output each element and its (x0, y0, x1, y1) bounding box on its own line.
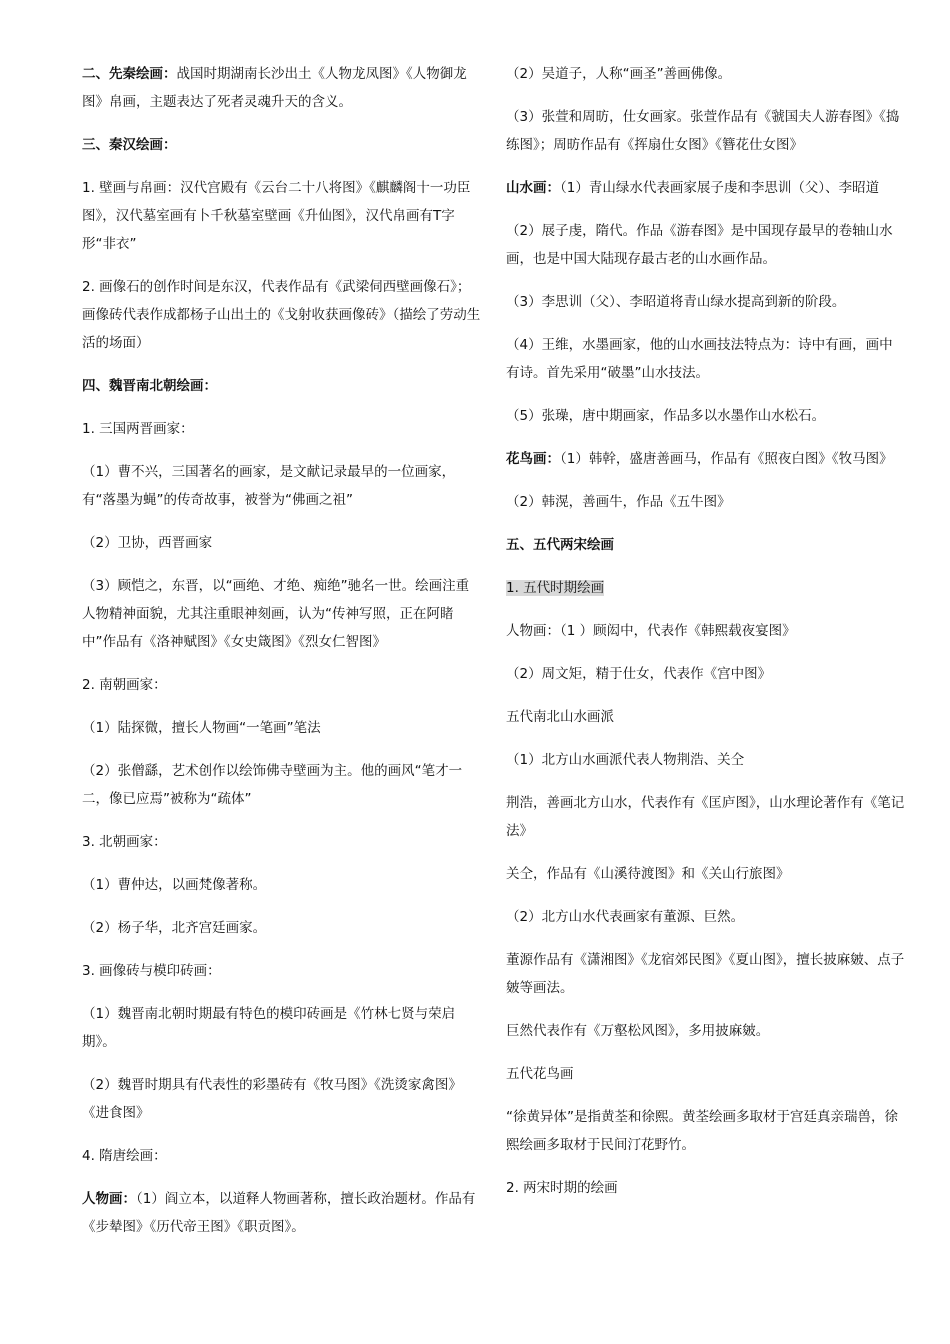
paragraph-text: 2. 南朝画家： (82, 677, 167, 693)
bold-heading: 人物画： (82, 1191, 136, 1207)
paragraph-text: （1）魏晋南北朝时期最有特色的模印砖画是《竹林七贤与荣启期》。 (82, 1006, 456, 1050)
bold-heading: 四、魏晋南北朝绘画： (82, 378, 217, 394)
paragraph (82, 1142, 482, 1170)
paragraph-text: （3）张萱和周昉，仕女画家。张萱作品有《虢国夫人游春图》《捣练图》；周昉作品有《挥扇仕女图》《簪花仕女图》 (506, 109, 900, 153)
paragraph-text: （2）周文矩，精于仕女，代表作《宫中图》 (506, 666, 772, 682)
paragraph-text: 五代南北山水画派 (506, 709, 614, 725)
paragraph (82, 1000, 482, 1056)
paragraph-text: 战国时期湖南长沙出土《人物龙凤图》《人物御龙图》帛画，主题表达了死者灵魂升天的含义。 (82, 66, 467, 110)
paragraph (506, 174, 906, 202)
paragraph (506, 531, 906, 559)
paragraph-text: （1）韩幹，盛唐善画马，作品有《照夜白图》《牧马图》 (560, 451, 893, 467)
paragraph-text: （1）曹仲达，以画梵像著称。 (82, 877, 267, 893)
paragraph-text: （3）顾恺之，东晋，以“画绝、才绝、痴绝”驰名一世。绘画注重人物精神面貌，尤其注重眼神刻画，认为“传神写照，正在阿睹中”作品有《洛神赋图》《女史箴图》《烈女仁智图》 (82, 578, 470, 650)
paragraph (506, 288, 906, 316)
paragraph (506, 617, 906, 645)
paragraph-text: 荆浩，善画北方山水，代表作有《匡庐图》，山水理论著作有《笔记法》 (506, 795, 905, 839)
paragraph-text: （1）青山绿水代表画家展子虔和李思训（父）、李昭道 (560, 180, 880, 196)
paragraph-text: 3. 北朝画家： (82, 834, 167, 850)
paragraph (506, 574, 906, 602)
paragraph-text: 巨然代表作有《万壑松风图》，多用披麻皴。 (506, 1023, 770, 1039)
paragraph-text: “徐黄异体”是指黄荃和徐熙。黄荃绘画多取材于宫廷真亲瑞兽，徐熙绘画多取材于民间汀花野竹。 (506, 1109, 898, 1153)
paragraph-text: （1）北方山水画派代表人物荆浩、关仝 (506, 752, 745, 768)
paragraph-text: 人物画：（1 ）顾闳中，代表作《韩熙载夜宴图》 (506, 623, 796, 639)
paragraph-text: 董源作品有《潇湘图》《龙宿郊民图》《夏山图》，擅长披麻皴、点子皴等画法。 (506, 952, 905, 996)
bold-heading: 三、秦汉绘画： (82, 137, 177, 153)
paragraph (82, 914, 482, 942)
paragraph (506, 1060, 906, 1088)
paragraph (506, 660, 906, 688)
paragraph (82, 529, 482, 557)
paragraph (82, 458, 482, 514)
paragraph (82, 871, 482, 899)
paragraph (506, 488, 906, 516)
paragraph (82, 957, 482, 985)
paragraph (506, 746, 906, 774)
paragraph (82, 372, 482, 400)
left-column (82, 60, 482, 1256)
paragraph-text: （2）卫协，西晋画家 (82, 535, 213, 551)
paragraph (82, 273, 482, 357)
paragraph-text: （2）吴道子，人称“画圣”善画佛像。 (506, 66, 732, 82)
bold-heading: 山水画： (506, 180, 560, 196)
paragraph (506, 789, 906, 845)
paragraph (506, 331, 906, 387)
paragraph (82, 757, 482, 813)
paragraph (506, 1174, 906, 1202)
paragraph-text: （4）王维，水墨画家，他的山水画技法特点为：诗中有画，画中有诗。首先采用“破墨”山水技法。 (506, 337, 893, 381)
right-column (506, 60, 906, 1217)
paragraph (506, 1017, 906, 1045)
paragraph-text: （1）阎立本，以道释人物画著称，擅长政治题材。作品有《步辇图》《历代帝王图》《职贡图》。 (82, 1191, 476, 1235)
paragraph (506, 703, 906, 731)
paragraph (82, 415, 482, 443)
paragraph (82, 828, 482, 856)
paragraph-text: 3. 画像砖与模印砖画： (82, 963, 221, 979)
paragraph-text: 4. 隋唐绘画： (82, 1148, 167, 1164)
paragraph (506, 903, 906, 931)
paragraph-text: （2）杨子华，北齐宫廷画家。 (82, 920, 267, 936)
paragraph-text: 关仝，作品有《山溪待渡图》和《关山行旅图》 (506, 866, 790, 882)
paragraph-text: （3）李思训（父）、李昭道将青山绿水提高到新的阶段。 (506, 294, 846, 310)
paragraph-text: （1）陆探微，擅长人物画“一笔画”笔法 (82, 720, 321, 736)
paragraph-text: 1. 三国两晋画家： (82, 421, 194, 437)
paragraph-text: （2）展子虔，隋代。作品《游春图》是中国现存最早的卷轴山水画，也是中国大陆现存最古老的山水画作品。 (506, 223, 893, 267)
paragraph (82, 1185, 482, 1241)
paragraph (82, 131, 482, 159)
paragraph (506, 445, 906, 473)
paragraph (82, 714, 482, 742)
paragraph (82, 671, 482, 699)
paragraph (82, 174, 482, 258)
bold-heading: 五、五代两宋绘画 (506, 537, 614, 553)
paragraph-text: 1. 壁画与帛画：汉代宫殿有《云台二十八将图》《麒麟阁十一功臣图》，汉代墓室画有卜千秋墓室壁画《升仙图》，汉代帛画有T字形“非衣” (82, 180, 471, 252)
paragraph (506, 946, 906, 1002)
paragraph-text: 2. 两宋时期的绘画 (506, 1180, 618, 1196)
paragraph (506, 103, 906, 159)
paragraph-text: 2. 画像石的创作时间是东汉，代表作品有《武梁伺西壁画像石》；画像砖代表作成都杨子山出土的《戈射收获画像砖》（描绘了劳动生活的场面） (82, 279, 481, 351)
paragraph (82, 60, 482, 116)
paragraph (506, 860, 906, 888)
paragraph-text: （2）北方山水代表画家有董源、巨然。 (506, 909, 745, 925)
bold-heading: 二、先秦绘画： (82, 66, 177, 82)
paragraph (82, 572, 482, 656)
paragraph (506, 402, 906, 430)
paragraph (506, 1103, 906, 1159)
paragraph-text: （5）张璪，唐中期画家，作品多以水墨作山水松石。 (506, 408, 826, 424)
paragraph-text: （2）魏晋时期具有代表性的彩墨砖有《牧马图》《洗烫家禽图》《进食图》 (82, 1077, 462, 1121)
paragraph-text: （2）张僧繇，艺术创作以绘饰佛寺壁画为主。他的画风“笔才一二，像已应焉”被称为“疏体” (82, 763, 463, 807)
paragraph (506, 217, 906, 273)
paragraph-text: （2）韩滉，善画牛，作品《五牛图》 (506, 494, 731, 510)
paragraph-text: （1）曹不兴，三国著名的画家，是文献记录最早的一位画家，有“落墨为蝇”的传奇故事，被誉为“佛画之祖” (82, 464, 456, 508)
paragraph-text: 五代花鸟画 (506, 1066, 574, 1082)
paragraph (82, 1071, 482, 1127)
paragraph (506, 60, 906, 88)
bold-heading: 花鸟画： (506, 451, 560, 467)
highlighted-text: 1. 五代时期绘画 (506, 580, 605, 596)
